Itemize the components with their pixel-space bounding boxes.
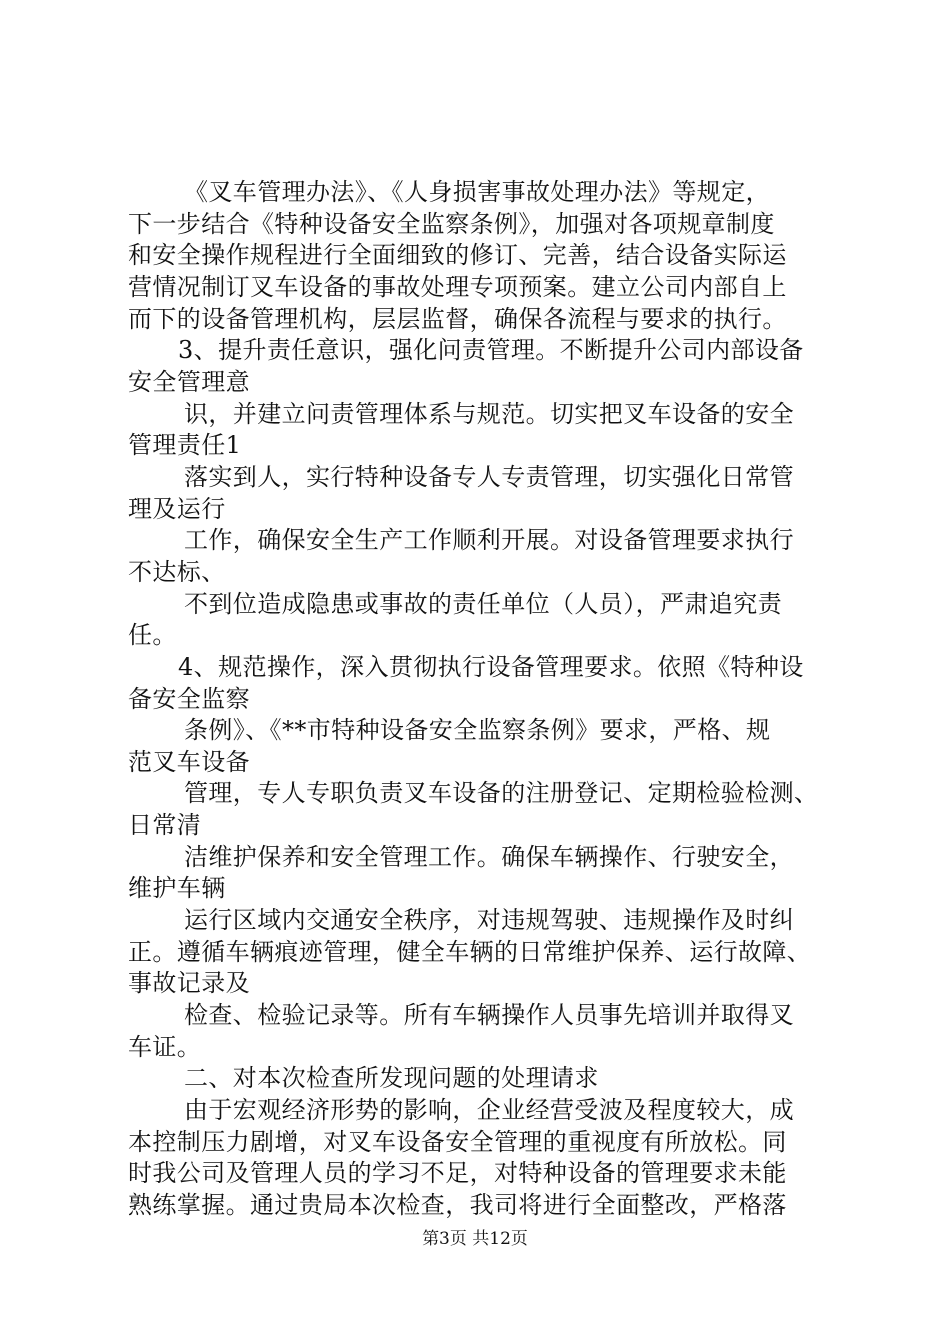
text-line: 日常清 [128,811,202,839]
text-line: 管理责任1 [128,431,242,459]
text-line: 不到位造成隐患或事故的责任单位（人员），严肃追究责 [184,590,782,618]
text-line: 管理，专人专职负责叉车设备的注册登记、定期检验检测、 [184,779,819,807]
text-line: 条例》、《**市特种设备安全监察条例》要求，严格、规 [184,716,771,744]
text-line: 洁维护保养和安全管理工作。确保车辆操作、行驶安全， [184,843,794,871]
text-line: 事故记录及 [128,969,250,997]
text-line: 备安全监察 [128,685,250,713]
text-line: 营情况制订叉车设备的事故处理专项预案。建立公司内部自上 [128,273,787,301]
text-line: 本控制压力剧增，对叉车设备安全管理的重视度有所放松。同 [128,1128,787,1156]
text-line: 维护车辆 [128,874,226,902]
text-line: 车证。 [128,1033,202,1061]
page-number-footer: 第3页 共12页 [422,1229,528,1249]
text-line: 检查、检验记录等。所有车辆操作人员事先培训并取得叉 [184,1001,794,1029]
text-line: 工作，确保安全生产工作顺利开展。对设备管理要求执行 [184,526,794,554]
section-heading: 二、对本次检查所发现问题的处理请求 [184,1064,599,1092]
text-line: 正。遵循车辆痕迹管理，健全车辆的日常维护保养、运行故障、 [128,938,812,966]
text-line: 安全管理意 [128,368,250,396]
text-line: 运行区域内交通安全秩序，对违规驾驶、违规操作及时纠 [184,906,794,934]
text-line: 3、提升责任意识，强化问责管理。不断提升公司内部设备 [178,336,804,364]
text-line: 时我公司及管理人员的学习不足，对特种设备的管理要求未能 [128,1159,787,1187]
text-line: 落实到人，实行特种设备专人专责管理，切实强化日常管 [184,463,794,491]
text-line: 《叉车管理办法》、《人身损害事故处理办法》等规定， [184,178,770,206]
text-line: 而下的设备管理机构，层层监督，确保各流程与要求的执行。 [128,305,787,333]
text-line: 和安全操作规程进行全面细致的修订、完善，结合设备实际运 [128,241,787,269]
text-line: 任。 [128,621,177,649]
text-line: 不达标、 [128,558,226,586]
text-line: 识，并建立问责管理体系与规范。切实把叉车设备的安全 [184,400,794,428]
text-line: 由于宏观经济形势的影响，企业经营受波及程度较大，成 [184,1096,794,1124]
text-line: 范叉车设备 [128,748,250,776]
text-line: 4、规范操作，深入贯彻执行设备管理要求。依照《特种设 [178,653,804,681]
text-line: 下一步结合《特种设备安全监察条例》，加强对各项规章制度 [128,210,775,238]
text-line: 熟练掌握。通过贵局本次检查，我司将进行全面整改，严格落 [128,1191,787,1219]
text-line: 理及运行 [128,495,226,523]
